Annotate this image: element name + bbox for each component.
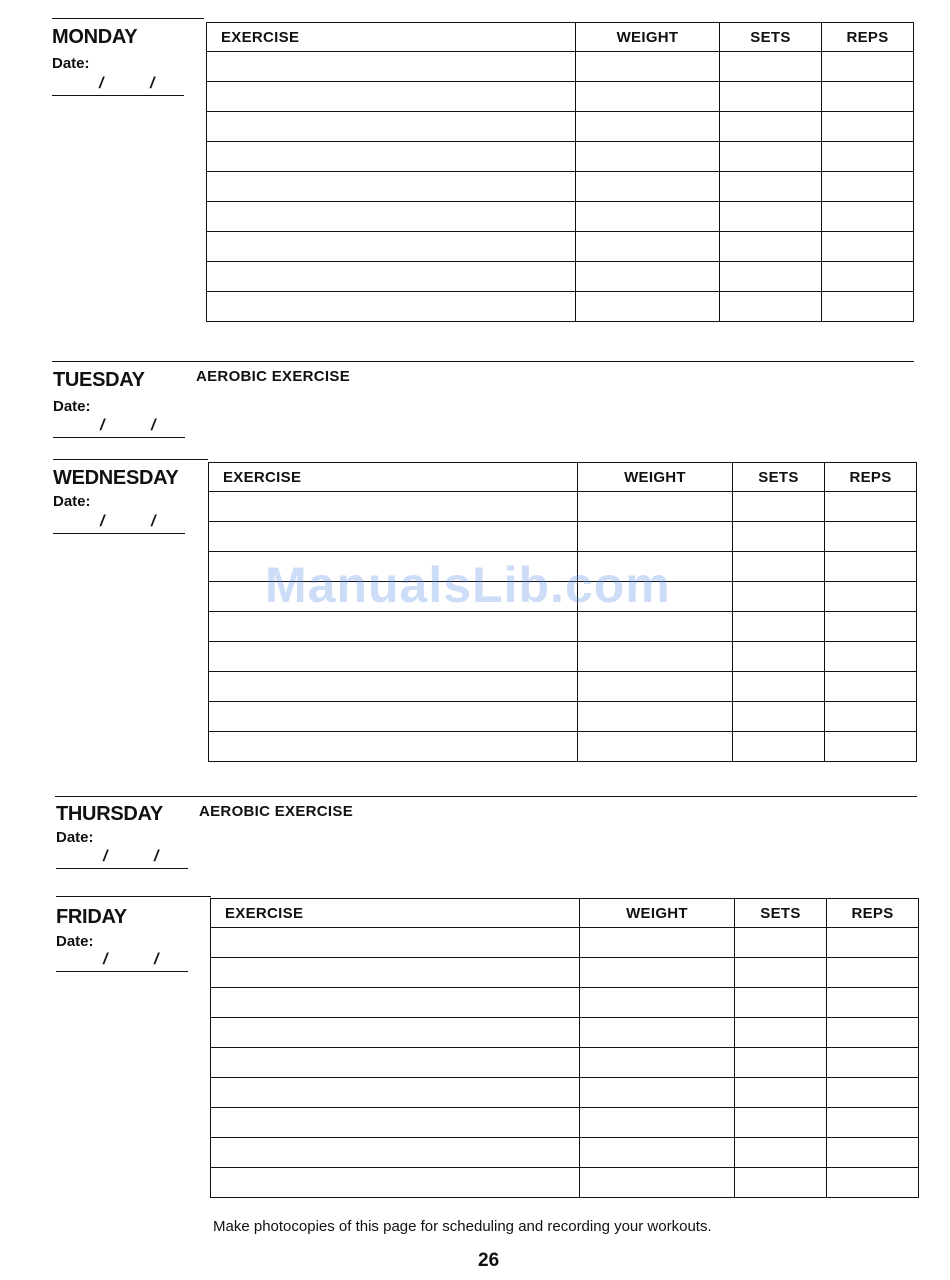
exercise-column-header: EXERCISE: [211, 899, 580, 928]
reps-cell[interactable]: [825, 732, 917, 762]
reps-cell[interactable]: [822, 232, 914, 262]
friday-exercise-table: [210, 898, 919, 1198]
table-row: [211, 1138, 919, 1168]
exercise-cell[interactable]: [209, 672, 578, 702]
exercise-column-header: EXERCISE: [207, 23, 576, 52]
monday-divider: [52, 18, 204, 19]
exercise-cell[interactable]: [207, 292, 576, 322]
sets-cell[interactable]: [720, 52, 822, 82]
thursday-label: THURSDAY: [56, 803, 163, 825]
reps-cell[interactable]: [822, 112, 914, 142]
table-row: [207, 262, 914, 292]
reps-cell[interactable]: [825, 492, 917, 522]
table-row: [207, 142, 914, 172]
exercise-cell[interactable]: [209, 702, 578, 732]
reps-cell[interactable]: [827, 1138, 919, 1168]
reps-cell[interactable]: [822, 172, 914, 202]
weight-cell[interactable]: [578, 492, 733, 522]
weight-cell[interactable]: [580, 1018, 735, 1048]
reps-cell[interactable]: [827, 1078, 919, 1108]
reps-cell[interactable]: [827, 1168, 919, 1198]
sets-cell[interactable]: [720, 82, 822, 112]
reps-cell[interactable]: [822, 52, 914, 82]
weight-cell[interactable]: [576, 82, 720, 112]
reps-column-header: REPS: [822, 23, 914, 52]
weight-cell[interactable]: [580, 988, 735, 1018]
reps-cell[interactable]: [827, 988, 919, 1018]
page-number: 26: [478, 1250, 500, 1271]
monday-label: MONDAY: [52, 26, 138, 48]
reps-column-header: REPS: [827, 899, 919, 928]
table-row: [209, 642, 917, 672]
exercise-cell[interactable]: [207, 232, 576, 262]
exercise-cell[interactable]: [207, 202, 576, 232]
sets-cell[interactable]: [735, 1018, 827, 1048]
sets-column-header: SETS: [733, 463, 825, 492]
friday-divider: [56, 896, 211, 897]
exercise-cell[interactable]: [207, 82, 576, 112]
exercise-cell[interactable]: [211, 928, 580, 958]
exercise-cell[interactable]: [209, 732, 578, 762]
tuesday-aerobic-label: AEROBIC EXERCISE: [196, 368, 350, 385]
thursday-date-label: Date:: [56, 829, 94, 846]
reps-cell[interactable]: [825, 582, 917, 612]
sets-cell[interactable]: [720, 202, 822, 232]
table-row: [207, 52, 914, 82]
sets-cell[interactable]: [720, 262, 822, 292]
weight-cell[interactable]: [580, 1048, 735, 1078]
reps-cell[interactable]: [825, 672, 917, 702]
reps-cell[interactable]: [827, 1018, 919, 1048]
reps-cell[interactable]: [822, 142, 914, 172]
sets-column-header: SETS: [735, 899, 827, 928]
reps-cell[interactable]: [827, 958, 919, 988]
weight-cell[interactable]: [578, 642, 733, 672]
sets-cell[interactable]: [735, 928, 827, 958]
reps-cell[interactable]: [827, 1048, 919, 1078]
friday-date-label: Date:: [56, 933, 94, 950]
weight-column-header: WEIGHT: [578, 463, 733, 492]
exercise-cell[interactable]: [209, 492, 578, 522]
sets-cell[interactable]: [735, 1078, 827, 1108]
thursday-date-field[interactable]: / /: [56, 846, 188, 869]
weight-cell[interactable]: [576, 292, 720, 322]
sets-cell[interactable]: [735, 1168, 827, 1198]
table-row: [209, 522, 917, 552]
table-row: [211, 1048, 919, 1078]
weight-column-header: WEIGHT: [576, 23, 720, 52]
sets-cell[interactable]: [733, 492, 825, 522]
exercise-cell[interactable]: [211, 1048, 580, 1078]
wednesday-label: WEDNESDAY: [53, 467, 179, 489]
exercise-cell[interactable]: [211, 988, 580, 1018]
weight-cell[interactable]: [580, 958, 735, 988]
table-row: [207, 82, 914, 112]
exercise-cell[interactable]: [207, 262, 576, 292]
sets-cell[interactable]: [735, 1138, 827, 1168]
table-row: [207, 292, 914, 322]
exercise-cell[interactable]: [209, 522, 578, 552]
reps-cell[interactable]: [822, 82, 914, 112]
weight-cell[interactable]: [576, 172, 720, 202]
weight-cell[interactable]: [578, 732, 733, 762]
table-row: [211, 928, 919, 958]
reps-cell[interactable]: [825, 522, 917, 552]
sets-cell[interactable]: [733, 612, 825, 642]
exercise-cell[interactable]: [211, 1138, 580, 1168]
wednesday-date-field[interactable]: / /: [53, 511, 185, 534]
reps-cell[interactable]: [827, 1108, 919, 1138]
sets-cell[interactable]: [720, 112, 822, 142]
weight-cell[interactable]: [576, 112, 720, 142]
exercise-cell[interactable]: [207, 52, 576, 82]
table-row: [211, 958, 919, 988]
exercise-cell[interactable]: [211, 1078, 580, 1108]
sets-cell[interactable]: [735, 1108, 827, 1138]
weight-cell[interactable]: [576, 142, 720, 172]
sets-cell[interactable]: [733, 642, 825, 672]
table-row: [209, 702, 917, 732]
reps-column-header: REPS: [825, 463, 917, 492]
monday-date-field[interactable]: / /: [52, 73, 184, 96]
weight-cell[interactable]: [578, 612, 733, 642]
weight-column-header: WEIGHT: [580, 899, 735, 928]
sets-cell[interactable]: [735, 988, 827, 1018]
reps-cell[interactable]: [825, 702, 917, 732]
weight-cell[interactable]: [580, 928, 735, 958]
exercise-column-header: EXERCISE: [209, 463, 578, 492]
reps-cell[interactable]: [827, 928, 919, 958]
watermark-text: ManualsLib.com: [265, 557, 671, 613]
tuesday-divider: [52, 361, 914, 362]
weight-cell[interactable]: [576, 262, 720, 292]
monday-exercise-table: [206, 22, 914, 322]
reps-cell[interactable]: [825, 612, 917, 642]
sets-cell[interactable]: [733, 582, 825, 612]
footnote: Make photocopies of this page for scheduling and recording your workouts.: [213, 1218, 712, 1235]
sets-cell[interactable]: [720, 292, 822, 322]
exercise-cell[interactable]: [207, 142, 576, 172]
weight-cell[interactable]: [580, 1108, 735, 1138]
table-row: [207, 172, 914, 202]
thursday-aerobic-label: AEROBIC EXERCISE: [199, 803, 353, 820]
exercise-cell[interactable]: [211, 958, 580, 988]
sets-cell[interactable]: [720, 142, 822, 172]
monday-date-label: Date:: [52, 55, 90, 72]
table-row: [209, 732, 917, 762]
sets-cell[interactable]: [720, 232, 822, 262]
wednesday-date-label: Date:: [53, 493, 91, 510]
table-row: [207, 202, 914, 232]
sets-cell[interactable]: [735, 958, 827, 988]
weight-cell[interactable]: [576, 202, 720, 232]
exercise-cell[interactable]: [209, 612, 578, 642]
table-row: [211, 1078, 919, 1108]
sets-cell[interactable]: [733, 672, 825, 702]
weight-cell[interactable]: [578, 702, 733, 732]
exercise-cell[interactable]: [211, 1018, 580, 1048]
thursday-divider: [55, 796, 917, 797]
exercise-cell[interactable]: [209, 642, 578, 672]
table-row: [211, 1018, 919, 1048]
sets-cell[interactable]: [720, 172, 822, 202]
reps-cell[interactable]: [825, 642, 917, 672]
sets-column-header: SETS: [720, 23, 822, 52]
sets-cell[interactable]: [733, 702, 825, 732]
table-row: [207, 232, 914, 262]
tuesday-date-label: Date:: [53, 398, 91, 415]
exercise-cell[interactable]: [207, 172, 576, 202]
sets-cell[interactable]: [733, 522, 825, 552]
table-row: [209, 612, 917, 642]
weight-cell[interactable]: [576, 232, 720, 262]
weight-cell[interactable]: [580, 1078, 735, 1108]
table-row: [209, 492, 917, 522]
friday-label: FRIDAY: [56, 906, 127, 928]
weight-cell[interactable]: [580, 1138, 735, 1168]
exercise-cell[interactable]: [211, 1108, 580, 1138]
table-row: [207, 112, 914, 142]
table-row: [211, 1108, 919, 1138]
exercise-cell[interactable]: [207, 112, 576, 142]
sets-cell[interactable]: [733, 732, 825, 762]
tuesday-date-field[interactable]: / /: [53, 415, 185, 438]
tuesday-label: TUESDAY: [53, 369, 145, 391]
reps-cell[interactable]: [822, 202, 914, 232]
weight-cell[interactable]: [578, 672, 733, 702]
wednesday-divider: [53, 459, 208, 460]
weight-cell[interactable]: [580, 1168, 735, 1198]
friday-date-field[interactable]: / /: [56, 949, 188, 972]
reps-cell[interactable]: [825, 552, 917, 582]
sets-cell[interactable]: [733, 552, 825, 582]
weight-cell[interactable]: [576, 52, 720, 82]
reps-cell[interactable]: [822, 292, 914, 322]
table-row: [209, 672, 917, 702]
table-row: [211, 1168, 919, 1198]
weight-cell[interactable]: [578, 522, 733, 552]
exercise-cell[interactable]: [211, 1168, 580, 1198]
sets-cell[interactable]: [735, 1048, 827, 1078]
reps-cell[interactable]: [822, 262, 914, 292]
table-row: [211, 988, 919, 1018]
